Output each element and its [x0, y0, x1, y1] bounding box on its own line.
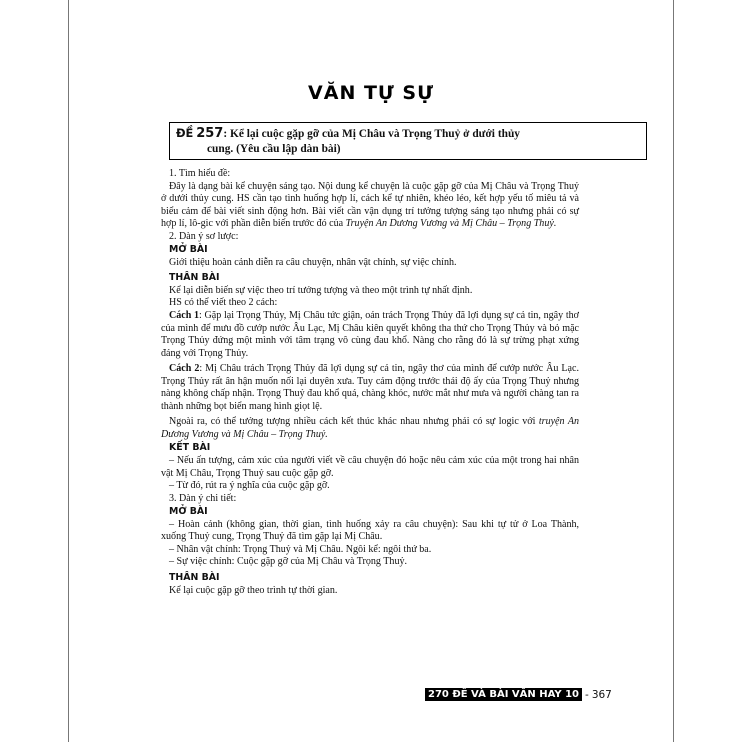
cach-2-paragraph	[161, 363, 579, 413]
hs-text: HS có thể viết theo 2 cách:	[169, 297, 278, 309]
mo-bai-text-2b: – Nhân vật chính: Trọng Thuỷ và Mị Châu. Ngôi kể: ngôi thứ ba.	[169, 543, 432, 555]
prompt-label: ĐỀ	[176, 126, 194, 140]
mo-bai-heading-1: MỞ BÀI	[169, 244, 208, 256]
prompt-number: 257	[196, 126, 224, 141]
section-3-title: 3. Dàn ý chi tiết:	[169, 492, 237, 504]
cach-2-label: Cách 2	[169, 363, 200, 375]
footer-separator: -	[585, 688, 589, 701]
than-bai-heading-2: THÂN BÀI	[169, 571, 220, 583]
than-bai-heading-1: THÂN BÀI	[169, 272, 220, 284]
ket-bai-text-a: – Nếu ấn tượng, cảm xúc của người viết về câu chuyện đó hoặc nêu cảm xúc của một trong hai nhân vật Mị Châu, Trọng Thuỷ sau cuộc gặp gỡ.	[161, 455, 579, 479]
prompt-box	[169, 122, 647, 160]
mo-bai-heading-2: MỞ BÀI	[169, 506, 208, 518]
ngoai-ra-text: Ngoài ra, có thể tưởng tượng nhiều cách kết thúc khác nhau nhưng phải có sự logic với	[169, 416, 539, 428]
ket-bai-text-b: – Từ đó, rút ra ý nghĩa của cuộc gặp gỡ.	[169, 480, 330, 492]
than-bai-text-2: Kể lại cuộc gặp gỡ theo trình tự thời gian.	[169, 584, 338, 596]
mo-bai-text-1: Giới thiệu hoàn cảnh diễn ra câu chuyện, nhân vật chính, sự việc chính.	[169, 256, 457, 268]
content-body	[161, 168, 579, 597]
section-1-text: Đây là dạng bài kể chuyện sáng tạo. Nội dung kể chuyện là cuộc gặp gỡ của Mị Châu và Trọng Thuỷ ở dưới thủy cung. HS cần tạo tình huống hợp lí, cách kể tự nhiên, khéo léo, kết hợp yếu tố miêu tả và biểu cảm để bài viết sinh động hơn. Bài viết cần vận dụng trí tưởng tượng sáng tạo nhưng phải có sự hợp lí, lô-gic với phần diễn biến trước đó của	[161, 180, 579, 230]
ngoai-ra-paragraph	[161, 416, 579, 441]
cach-2-text: : Mị Châu trách Trọng Thủy đã lợi dụng sự cả tin, ngây thơ của mình để cướp nước Âu Lạc. Trọng Thủy rất ân hận muốn nối lại duyên xưa. Tuy cảm động trước thái độ ấy của Trọng Thuỷ nhưng nàng không chấp nhận. Trọng Thuỷ đau khổ quá, chàng khóc, nước mắt như mưa và người chàng tan ra thành những bọt biển mang hình giọt lệ.	[161, 363, 579, 412]
section-1-paragraph	[161, 181, 579, 231]
mo-bai-text-2c: – Sự việc chính: Cuộc gặp gỡ của Mị Châu và Trọng Thuỷ.	[169, 556, 408, 568]
page-title: VĂN TỰ SỰ	[308, 82, 434, 104]
ket-bai-heading-1: KẾT BÀI	[169, 442, 211, 454]
book-title-badge: 270 ĐỀ VÀ BÀI VĂN HAY 10	[425, 688, 582, 701]
section-1-italic: Truyện An Dương Vương và Mị Châu – Trọng Thuỷ.	[345, 218, 557, 230]
than-bai-text-1: Kể lại diễn biến sự việc theo trí tưởng tượng và theo một trình tự nhất định.	[169, 284, 473, 296]
page-footer	[425, 688, 612, 701]
section-2-title: 2. Dàn ý sơ lược:	[169, 230, 239, 242]
cach-1-label: Cách 1	[169, 310, 200, 322]
cach-1-paragraph	[161, 310, 579, 360]
prompt-line-2: cung. (Yêu cầu lập dàn bài)	[207, 143, 341, 155]
ngoai-ra-italic: truyện An Dương Vương và Mị Châu – Trọng Thuỷ.	[161, 416, 579, 440]
mo-bai-text-2a: – Hoàn cảnh (không gian, thời gian, tình huống xảy ra câu chuyện): Sau khi tự tử ở Loa Thành, xuống Thuỷ cung, Trọng Thuỷ đã tìm gặp lại Mị Châu.	[161, 518, 579, 543]
cach-1-text: : Gặp lại Trọng Thủy, Mị Châu tức giận, oán trách Trọng Thủy đã lợi dụng sự cả tin, ngây thơ của mình để mưu đồ cướp nước Âu Lạc, Mị Châu kiên quyết không tha thứ cho Trọng Thủy và bỏ mặc Trọng Thủy đứng một mình với tâm trạng vô cùng đau khổ. Nàng cho rằng đó là sự trừng phạt xứng đáng với Trọng Thủy.	[161, 310, 579, 359]
prompt-line-1: : Kể lại cuộc gặp gỡ của Mị Châu và Trọng Thuỷ ở dưới thủy	[223, 128, 520, 140]
page-number: 367	[591, 688, 612, 701]
section-1-title: 1. Tìm hiểu đề:	[169, 168, 231, 179]
